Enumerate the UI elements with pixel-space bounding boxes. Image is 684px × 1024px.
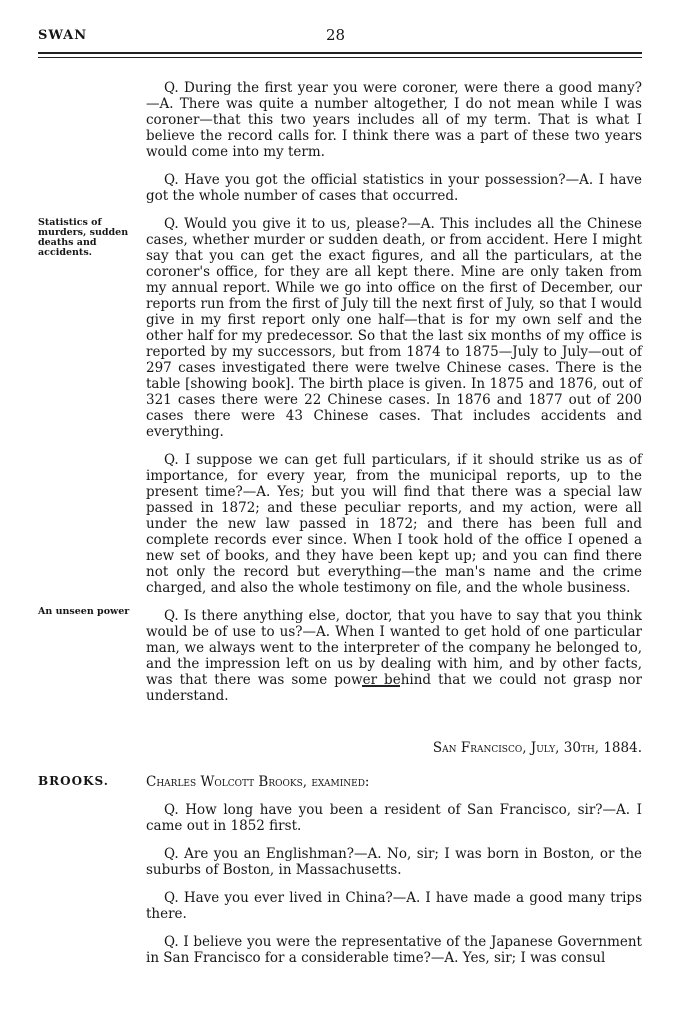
- page-number: 28: [326, 26, 346, 44]
- brooks-paragraph-3: Q. Have you ever lived in China?—A. I have made a good many trips there.: [146, 890, 642, 922]
- paragraph-1: Q. During the first year you were coroner, were there a good many?—A. There was quite a number altogether, I do not mean while I was coroner—that this two years includes all of my term. That is what I believe the record calls for. I think there was a part of these two years would come into my term.: [146, 80, 642, 160]
- header-rule-thin: [38, 57, 642, 58]
- paragraph-5: Q. Is there anything else, doctor, that you have to say that you think would be of use to us?—A. When I wanted to get hold of one particular man, we always went to the interpreter of the company he belonged to, and the impression left on us by dealing with him, and by other facts, was that there was some power behind that we could not grasp nor understand.: [146, 608, 642, 704]
- brooks-paragraph-2: Q. Are you an Englishman?—A. No, sir; I was born in Boston, or the suburbs of Boston, in Massachusetts.: [146, 846, 642, 878]
- brooks-paragraph-1: Q. How long have you been a resident of San Francisco, sir?—A. I came out in 1852 first.: [146, 802, 642, 834]
- paragraph-3: Q. Would you give it to us, please?—A. This includes all the Chinese cases, whether murder or sudden death, or from accident. Here I might say that you can get the exact figures, and all the particulars, at the coroner's office, for they are all kept there. Mine are only taken from my annual report. While we go into office on the first of December, our reports run from the first of July till the next first of July, so that I would give in my first report only one half—that is for my own self and the other half for my predecessor. So that the last six months of my office is reported by my successors, but from 1874 to 1875—July to July—out of 297 cases investigated there were twelve Chinese cases. There is the table [showing book]. The birth place is given. In 1875 and 1876, out of 321 cases there were 22 Chinese cases. In 1876 and 1877 out of 200 cases there were 43 Chinese cases. That includes accidents and everything.: [146, 216, 642, 440]
- main-text-block: [146, 80, 642, 716]
- paragraph-2: Q. Have you got the official statistics in your possession?—A. I have got the whole number of cases that occurred.: [146, 172, 642, 204]
- running-head: SWAN: [38, 28, 88, 43]
- brooks-text-block: [146, 774, 642, 978]
- dateline: San Francisco, July, 30th, 1884.: [432, 740, 642, 756]
- examined-line: Charles Wolcott Brooks, examined:: [146, 774, 370, 790]
- header-rule-thick: [38, 52, 642, 54]
- page-header: [38, 28, 642, 48]
- speaker-brooks: BROOKS.: [38, 774, 109, 788]
- sidenote-unseen-power: An unseen power: [38, 606, 130, 617]
- section-divider: [362, 685, 400, 687]
- paragraph-4: Q. I suppose we can get full particulars, if it should strike us as of importance, for every year, from the municipal reports, up to the present time?—A. Yes; but you will find that there was a special law passed in 1872; and these peculiar reports, and my action, were all under the new law passed in 1872; and there has been full and complete records ever since. When I took hold of the office I opened a new set of books, and they have been kept up; and you can find there not only the record but everything—the man's name and the crime charged, and also the whole testimony on file, and the whole business.: [146, 452, 642, 596]
- brooks-paragraph-4: Q. I believe you were the representative of the Japanese Government in San Francisco for a considerable time?—A. Yes, sir; I was consul: [146, 934, 642, 966]
- sidenote-statistics: Statistics of murders, sudden deaths and accidents.: [38, 217, 129, 258]
